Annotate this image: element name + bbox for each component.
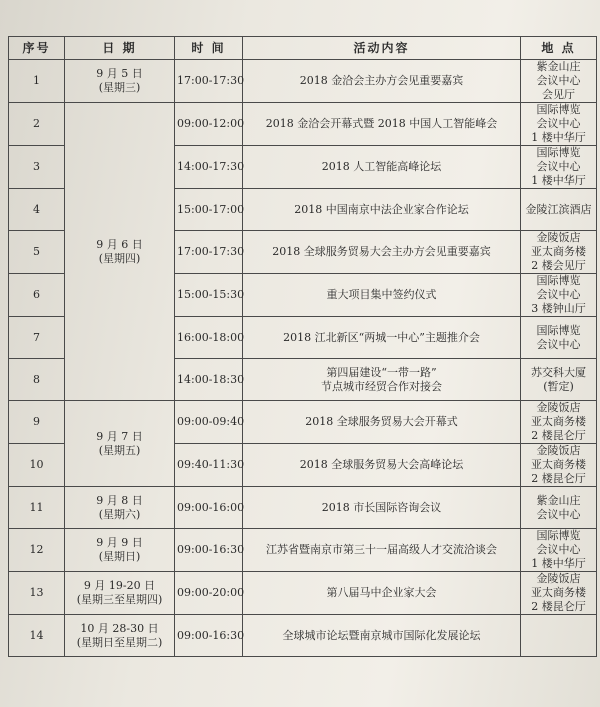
row-number: 2 [9, 103, 65, 146]
date-line: (星期日) [98, 550, 141, 563]
date-line: 9 月 8 日 [96, 493, 143, 507]
location-cell [521, 103, 597, 146]
activity-cell [243, 317, 521, 359]
row-number: 7 [9, 317, 65, 359]
date-line: (星期五) [98, 443, 141, 457]
activity-cell [243, 487, 521, 529]
location-line: 1 楼中华厅 [531, 131, 586, 144]
location-line: 国际博览 [536, 529, 581, 542]
location-line: 2 楼昆仑厅 [531, 600, 586, 613]
date-cell [65, 529, 175, 572]
date-line: 9 月 5 日 [96, 67, 143, 80]
activity-cell [243, 359, 521, 401]
activity-line: 2018 人工智能高峰论坛 [321, 160, 442, 173]
location-line: 会议中心 [536, 160, 581, 173]
row-number: 1 [9, 60, 65, 103]
location-line: 亚太商务楼 [531, 586, 586, 599]
location-cell [521, 444, 597, 487]
location-cell [521, 572, 597, 615]
location-cell [521, 317, 597, 359]
date-cell [65, 60, 175, 103]
location-line: 国际博览 [536, 103, 581, 116]
header-location: 地 点 [521, 37, 597, 60]
row-number: 9 [9, 401, 65, 444]
date-line: (星期四) [98, 251, 141, 265]
activity-line: 2018 全球服务贸易大会开幕式 [305, 415, 458, 428]
row-number: 3 [9, 146, 65, 189]
table-row [9, 60, 597, 103]
activity-cell [243, 146, 521, 189]
location-line: 会见厅 [542, 88, 575, 101]
location-line: 国际博览 [536, 323, 581, 337]
time-cell: 09:00-09:40 [175, 401, 243, 444]
date-line: 9 月 7 日 [96, 429, 143, 443]
activity-cell [243, 572, 521, 615]
header-no: 序号 [9, 37, 65, 60]
time-cell: 15:00-15:30 [175, 274, 243, 317]
location-cell [521, 615, 597, 657]
date-cell [65, 103, 175, 401]
time-cell: 17:00-17:30 [175, 60, 243, 103]
activity-cell [243, 60, 521, 103]
activity-cell [243, 401, 521, 444]
date-line: (星期三) [98, 81, 141, 94]
activity-cell [243, 615, 521, 657]
location-line: 金陵饭店 [536, 401, 581, 414]
location-line: 金陵饭店 [536, 231, 581, 244]
location-line: 亚太商务楼 [531, 415, 586, 428]
time-cell: 09:00-16:00 [175, 487, 243, 529]
schedule-table [8, 36, 597, 657]
date-line: 9 月 9 日 [96, 536, 143, 549]
location-cell [521, 60, 597, 103]
location-cell [521, 359, 597, 401]
table-row [9, 572, 597, 615]
date-line: (星期六) [98, 507, 141, 521]
row-number: 8 [9, 359, 65, 401]
activity-line: 2018 中国南京中法企业家合作论坛 [294, 202, 469, 216]
time-cell: 17:00-17:30 [175, 231, 243, 274]
location-line: 紫金山庄 [536, 493, 581, 507]
location-line: 金陵饭店 [536, 572, 581, 585]
date-cell [65, 572, 175, 615]
date-cell [65, 487, 175, 529]
location-cell [521, 274, 597, 317]
location-cell [521, 189, 597, 231]
location-line: 苏交科大厦 [531, 365, 586, 379]
table-row [9, 487, 597, 529]
location-line: 2 楼会见厅 [531, 259, 586, 272]
row-number: 5 [9, 231, 65, 274]
date-line: (星期三至星期四) [76, 593, 163, 606]
activity-line: 2018 市长国际咨询会议 [321, 500, 442, 514]
row-number: 6 [9, 274, 65, 317]
location-line: 1 楼中华厅 [531, 557, 586, 570]
activity-cell [243, 274, 521, 317]
activity-cell [243, 444, 521, 487]
activity-cell [243, 189, 521, 231]
location-line: 国际博览 [536, 146, 581, 159]
location-cell [521, 487, 597, 529]
row-number: 4 [9, 189, 65, 231]
date-cell [65, 615, 175, 657]
table-row [9, 401, 597, 444]
location-line: 金陵江滨酒店 [525, 202, 592, 216]
location-line: 会议中心 [536, 543, 581, 556]
activity-line: 2018 全球服务贸易大会高峰论坛 [299, 458, 464, 471]
date-cell [65, 401, 175, 487]
header-row [9, 37, 597, 60]
location-cell [521, 231, 597, 274]
location-line: 会议中心 [536, 74, 581, 87]
table-row [9, 615, 597, 657]
location-line: (暂定) [543, 379, 574, 393]
time-cell: 15:00-17:00 [175, 189, 243, 231]
time-cell: 14:00-18:30 [175, 359, 243, 401]
location-line: 紫金山庄 [536, 60, 581, 73]
location-line: 会议中心 [536, 337, 581, 351]
location-line: 国际博览 [536, 274, 581, 287]
activity-cell [243, 231, 521, 274]
location-cell [521, 146, 597, 189]
location-line: 会议中心 [536, 288, 581, 301]
table-row [9, 103, 597, 146]
location-cell [521, 401, 597, 444]
time-cell: 09:00-12:00 [175, 103, 243, 146]
activity-line: 2018 金洽会主办方会见重要嘉宾 [299, 74, 464, 87]
schedule-body [9, 60, 597, 657]
time-cell: 09:00-16:30 [175, 529, 243, 572]
activity-line: 2018 江北新区“两城一中心”主题推介会 [283, 330, 480, 344]
time-cell: 14:00-17:30 [175, 146, 243, 189]
row-number: 12 [9, 529, 65, 572]
date-line: 9 月 19-20 日 [83, 579, 156, 592]
date-line: (星期日至星期二) [76, 635, 163, 649]
row-number: 11 [9, 487, 65, 529]
location-line: 亚太商务楼 [531, 458, 586, 471]
header-date: 日 期 [65, 37, 175, 60]
header-activity: 活动内容 [243, 37, 521, 60]
activity-line: 节点城市经贸合作对接会 [321, 379, 442, 393]
activity-line: 第八届马中企业家大会 [326, 586, 437, 599]
location-line: 2 楼昆仑厅 [531, 429, 586, 442]
activity-line: 重大项目集中签约仪式 [326, 288, 437, 301]
location-line: 会议中心 [536, 507, 581, 521]
activity-line: 江苏省暨南京市第三十一届高级人才交流洽谈会 [266, 543, 497, 556]
activity-line: 2018 金洽会开幕式暨 2018 中国人工智能峰会 [265, 117, 498, 130]
header-time: 时 间 [175, 37, 243, 60]
date-line: 9 月 6 日 [96, 237, 143, 251]
location-line: 1 楼中华厅 [531, 174, 586, 187]
location-line: 2 楼昆仑厅 [531, 472, 586, 485]
table-row [9, 529, 597, 572]
row-number: 10 [9, 444, 65, 487]
row-number: 13 [9, 572, 65, 615]
activity-cell [243, 103, 521, 146]
date-line: 10 月 28-30 日 [80, 621, 159, 635]
time-cell: 09:40-11:30 [175, 444, 243, 487]
activity-line: 全球城市论坛暨南京城市国际化发展论坛 [282, 628, 481, 642]
location-line: 金陵饭店 [536, 444, 581, 457]
row-number: 14 [9, 615, 65, 657]
time-cell: 16:00-18:00 [175, 317, 243, 359]
location-line: 3 楼钟山厅 [531, 302, 586, 315]
location-line: 会议中心 [536, 117, 581, 130]
time-cell: 09:00-16:30 [175, 615, 243, 657]
activity-line: 2018 全球服务贸易大会主办方会见重要嘉宾 [272, 245, 491, 258]
activity-cell [243, 529, 521, 572]
location-line: 亚太商务楼 [531, 245, 586, 258]
activity-line: 第四届建设“一带一路” [326, 365, 437, 379]
time-cell: 09:00-20:00 [175, 572, 243, 615]
location-cell [521, 529, 597, 572]
